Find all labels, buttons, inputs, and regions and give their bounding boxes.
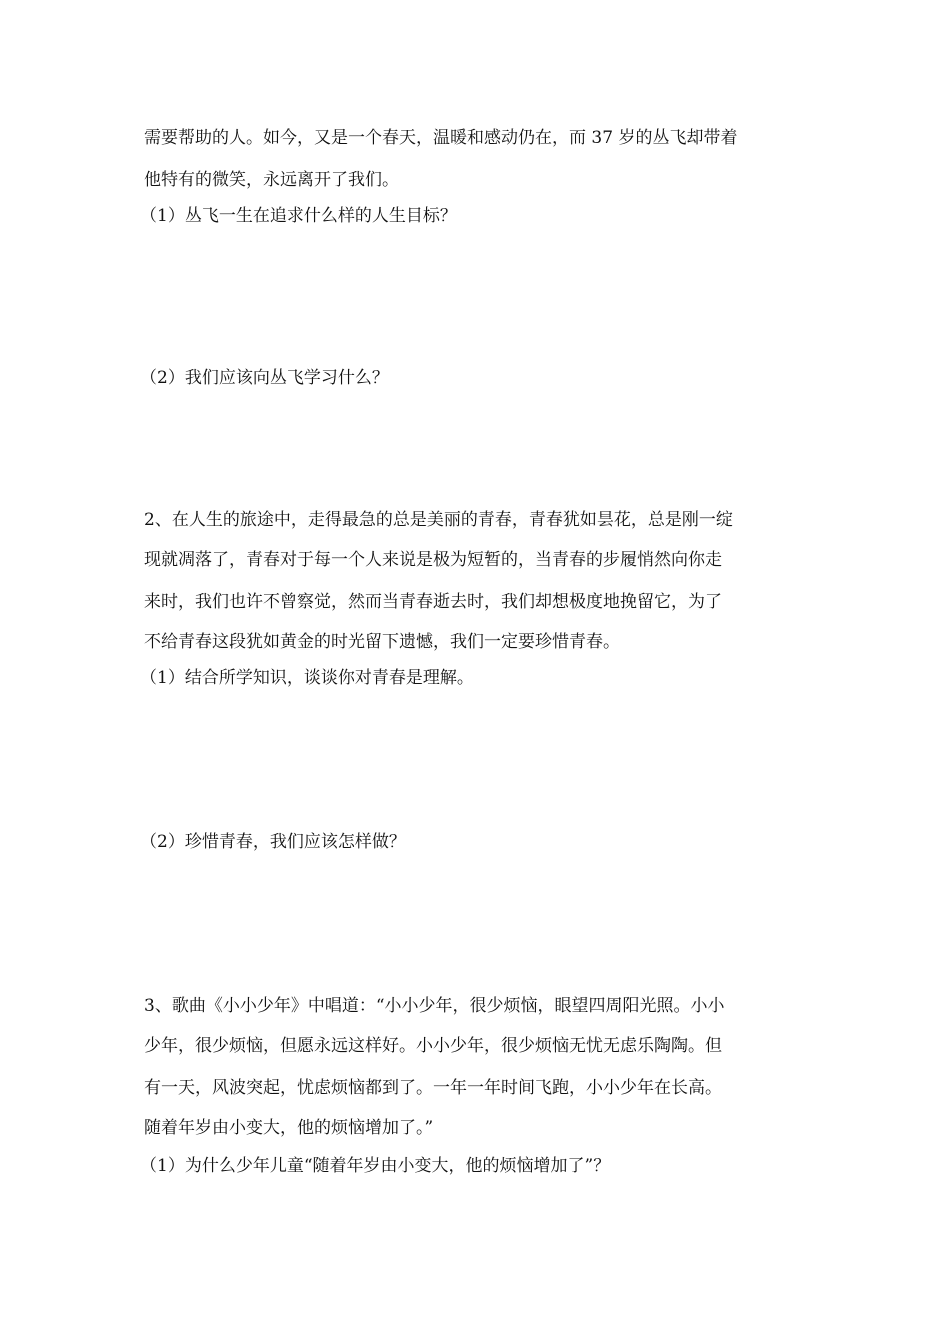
passage-2-line-2: 现就凋落了，青春对于每一个人来说是极为短暂的，当青春的步履悄然向你走 bbox=[144, 550, 722, 570]
passage-2-line-4: 不给青春这段犹如黄金的时光留下遗憾，我们一定要珍惜青春。 bbox=[144, 632, 620, 652]
question-1-2: （2）我们应该向丛飞学习什么？ bbox=[140, 368, 389, 388]
question-1-1: （1）丛飞一生在追求什么样的人生目标？ bbox=[140, 206, 457, 226]
passage-2-line-1: 2、在人生的旅途中，走得最急的总是美丽的青春，青春犹如昙花，总是刚一绽 bbox=[144, 510, 733, 530]
passage-3-line-3: 有一天，风波突起，忧虑烦恼都到了。一年一年时间飞跑，小小少年在长高。 bbox=[144, 1078, 722, 1098]
passage-1-line-2: 他特有的微笑，永远离开了我们。 bbox=[144, 170, 399, 190]
passage-3-line-4: 随着年岁由小变大，他的烦恼增加了。” bbox=[144, 1118, 434, 1138]
passage-1-line-1: 需要帮助的人。如今，又是一个春天，温暖和感动仍在，而 37 岁的丛飞却带着 bbox=[144, 128, 738, 148]
question-2-2: （2）珍惜青春，我们应该怎样做？ bbox=[140, 832, 406, 852]
passage-3-line-1: 3、歌曲《小小少年》中唱道：“小小少年，很少烦恼，眼望四周阳光照。小小 bbox=[144, 996, 725, 1016]
question-3-1: （1）为什么少年儿童“随着年岁由小变大，他的烦恼增加了”？ bbox=[140, 1156, 611, 1176]
passage-2-line-3: 来时，我们也许不曾察觉，然而当青春逝去时，我们却想极度地挽留它，为了 bbox=[144, 592, 722, 612]
passage-3-line-2: 少年，很少烦恼，但愿永远这样好。小小少年，很少烦恼无忧无虑乐陶陶。但 bbox=[144, 1036, 722, 1056]
question-2-1: （1）结合所学知识，谈谈你对青春是理解。 bbox=[140, 668, 474, 688]
